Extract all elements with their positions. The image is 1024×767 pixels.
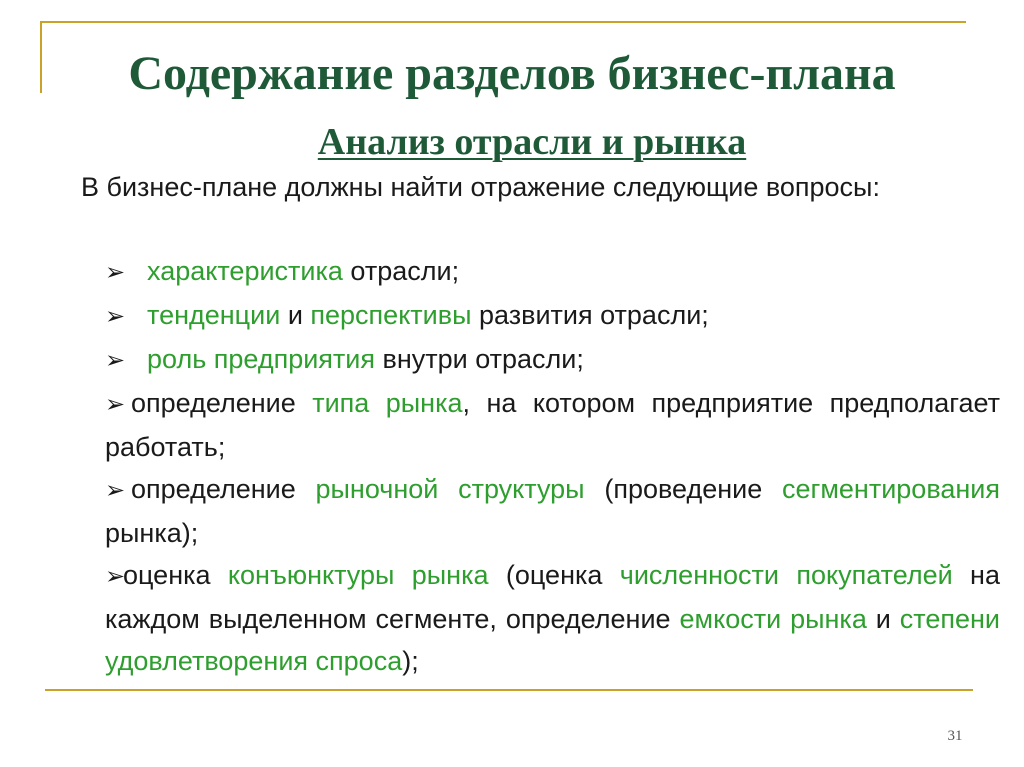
highlighted-term: тенденции <box>147 300 281 330</box>
bullet-item <box>105 294 1000 338</box>
item-text: развития отрасли; <box>471 300 709 330</box>
item-text: отрасли; <box>342 256 460 286</box>
highlighted-term: рыночной структуры <box>315 474 585 504</box>
slide-title: Содержание разделов бизнес-плана <box>128 47 896 100</box>
item-text: оценка <box>123 560 228 590</box>
bullet-list <box>105 250 1000 682</box>
bottom-rule <box>45 689 973 691</box>
item-text: (проведение <box>584 474 782 504</box>
item-text: рынка); <box>105 518 199 548</box>
bullet-item <box>105 250 1000 294</box>
bullet-item <box>105 338 1000 382</box>
highlighted-term: емкости рынка <box>679 604 867 634</box>
highlighted-term: степени удовлетворения спроса <box>105 604 1001 676</box>
arrow-bullet-icon: ➢ <box>105 259 126 286</box>
item-text: и <box>280 300 311 330</box>
bullet-item <box>105 382 1000 468</box>
item-text: на каждом выделенном сегменте, определение <box>105 560 1000 634</box>
arrow-bullet-icon: ➢ <box>105 477 126 504</box>
highlighted-term: характеристика <box>147 256 343 286</box>
page-number: 31 <box>947 728 963 744</box>
arrow-bullet-icon: ➢ <box>105 303 126 330</box>
item-text: , на котором предприятие предполагает работать; <box>105 388 1001 462</box>
item-text: ); <box>402 646 419 676</box>
highlighted-term: конъюнктуры рынка <box>227 560 489 590</box>
highlighted-term: сегментирования <box>781 474 1000 504</box>
item-text: (оценка <box>488 560 620 590</box>
bullet-item <box>105 468 1000 554</box>
item-text: и <box>866 604 900 634</box>
item-text: определение <box>131 388 313 418</box>
highlighted-term: роль предприятия <box>147 344 375 374</box>
arrow-bullet-icon: ➢ <box>105 347 126 374</box>
arrow-bullet-icon: ➢ <box>105 563 126 590</box>
item-text: внутри отрасли; <box>374 344 584 374</box>
highlighted-term: перспективы <box>310 300 472 330</box>
slide-subtitle-text: Анализ отрасли и рынка <box>317 121 747 163</box>
highlighted-term: численности покупателей <box>619 560 953 590</box>
intro-paragraph: В бизнес-плане должны найти отражение следующие вопросы: <box>81 172 880 202</box>
top-rule <box>40 21 966 23</box>
highlighted-term: типа рынка <box>312 388 463 418</box>
item-text: определение <box>131 474 316 504</box>
slide-subtitle <box>0 112 1024 172</box>
arrow-bullet-icon: ➢ <box>105 391 126 418</box>
bullet-item <box>105 554 1000 682</box>
